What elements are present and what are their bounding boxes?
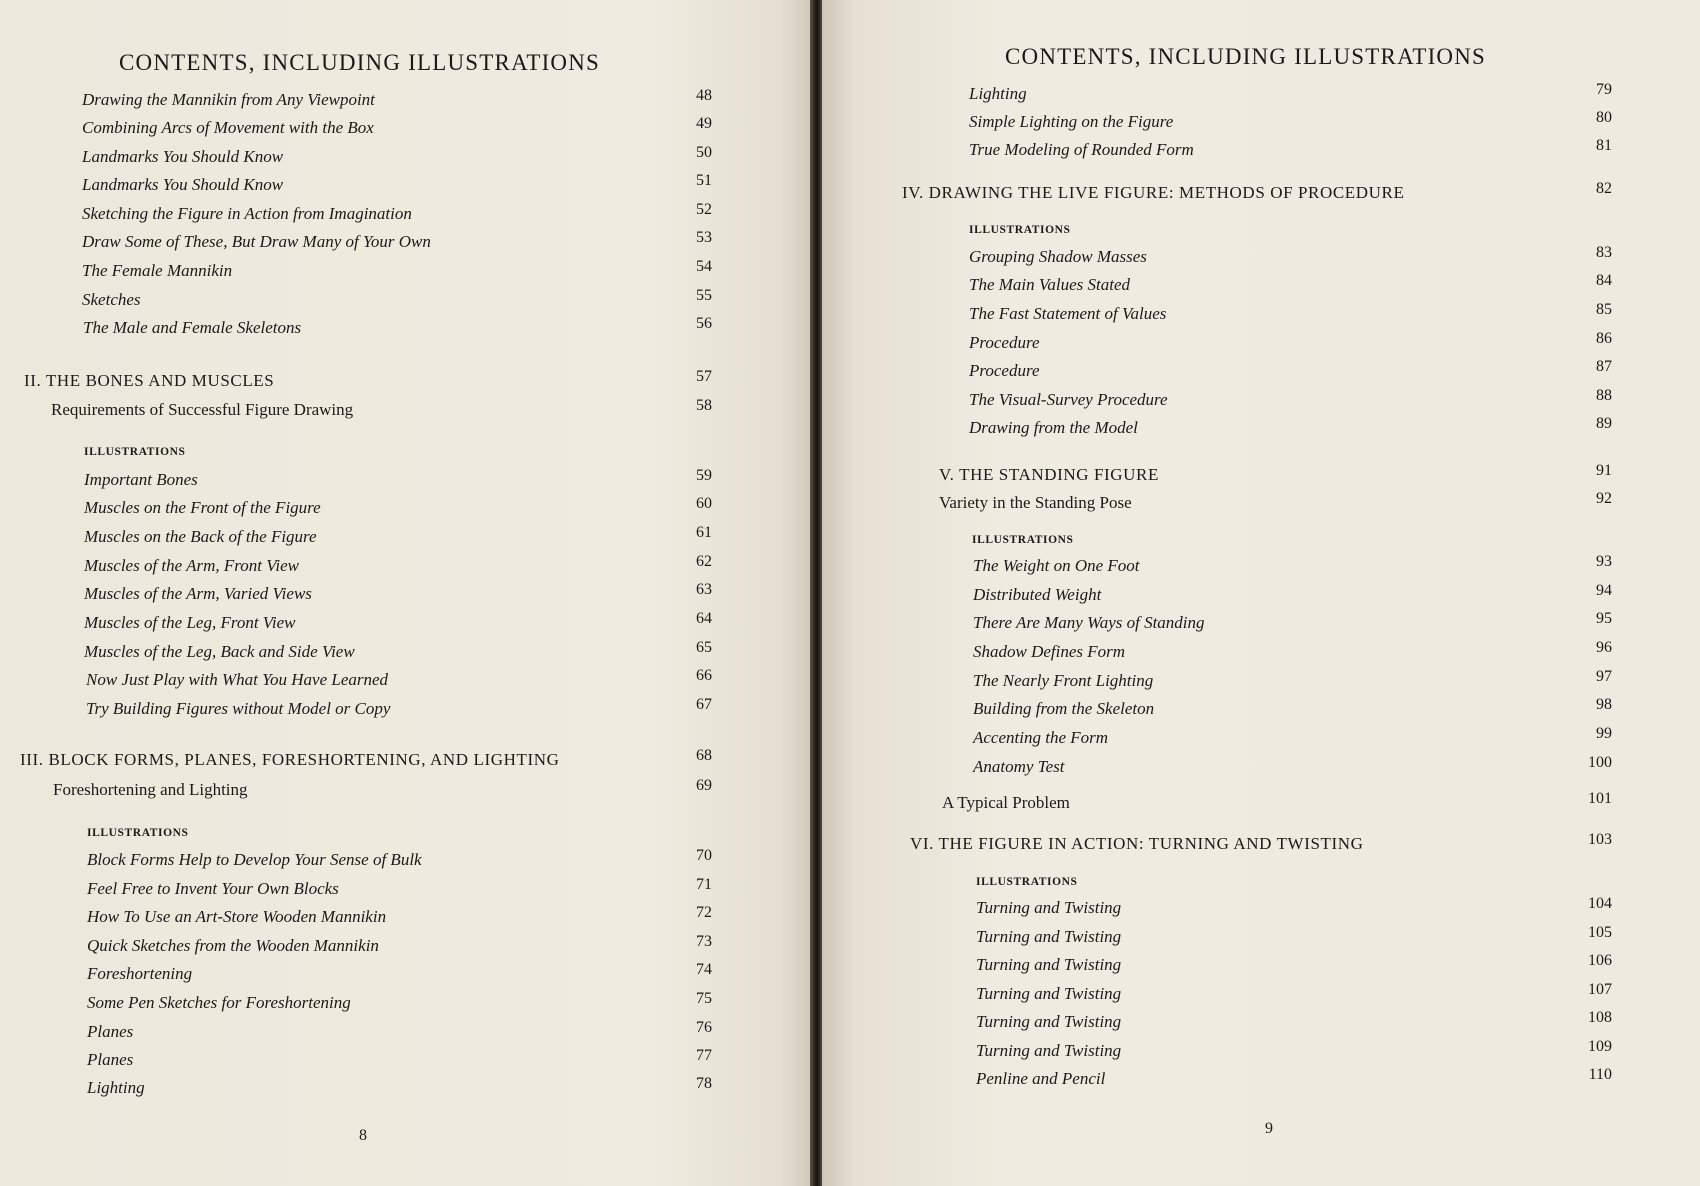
- toc-entry: Lighting: [87, 1078, 145, 1097]
- toc-entry: Shadow Defines Form: [973, 642, 1126, 661]
- toc-entry: Drawing from the Model: [969, 418, 1138, 437]
- chapter-heading: III. BLOCK FORMS, PLANES, FORESHORTENING, AND LIGHTING: [20, 750, 560, 769]
- toc-entry: Planes: [87, 1050, 134, 1069]
- illustrations-label: ILLUSTRATIONS: [969, 224, 1071, 236]
- toc-entry: Important Bones: [84, 470, 198, 489]
- toc-page-number: 87: [1596, 358, 1612, 375]
- toc-entry: The Male and Female Skeletons: [83, 318, 302, 337]
- toc-entry: Muscles of the Arm, Varied Views: [84, 584, 312, 603]
- toc-entry: Turning and Twisting: [976, 955, 1122, 974]
- toc-page-number: 97: [1596, 668, 1612, 685]
- toc-entry: Muscles of the Leg, Back and Side View: [84, 642, 355, 661]
- toc-entry: Foreshortening and Lighting: [53, 780, 248, 799]
- toc-page-number: 52: [696, 201, 712, 218]
- toc-entry: Some Pen Sketches for Foreshortening: [87, 993, 351, 1012]
- toc-page-number: 73: [696, 933, 712, 950]
- toc-entry: Now Just Play with What You Have Learned: [86, 670, 389, 689]
- toc-page-number: 67: [696, 696, 712, 713]
- toc-page-number: 70: [696, 847, 712, 864]
- toc-page-number: 101: [1588, 790, 1612, 807]
- toc-entry: Turning and Twisting: [976, 1012, 1122, 1031]
- toc-entry: Procedure: [969, 333, 1040, 352]
- toc-entry: True Modeling of Rounded Form: [969, 140, 1194, 159]
- toc-page-number: 82: [1596, 180, 1612, 197]
- toc-page-number: 58: [696, 397, 712, 414]
- toc-page-number: 96: [1596, 639, 1612, 656]
- toc-entry: Turning and Twisting: [976, 898, 1122, 917]
- toc-page-number: 103: [1588, 831, 1612, 848]
- page-heading: CONTENTS, INCLUDING ILLUSTRATIONS: [119, 50, 601, 75]
- toc-page-number: 75: [696, 990, 712, 1007]
- toc-entry: Quick Sketches from the Wooden Mannikin: [87, 936, 379, 955]
- toc-page-number: 110: [1588, 1066, 1612, 1083]
- toc-page-number: 99: [1596, 725, 1612, 742]
- toc-page-number: 48: [696, 87, 712, 104]
- page-heading: CONTENTS, INCLUDING ILLUSTRATIONS: [1005, 44, 1487, 69]
- toc-entry: Accenting the Form: [973, 728, 1109, 747]
- toc-page-number: 94: [1596, 582, 1612, 599]
- toc-entry: Turning and Twisting: [976, 1041, 1122, 1060]
- toc-entry: Distributed Weight: [973, 585, 1102, 604]
- toc-page-number: 100: [1588, 754, 1612, 771]
- toc-entry: Variety in the Standing Pose: [939, 493, 1132, 512]
- toc-entry: Muscles of the Arm, Front View: [84, 556, 299, 575]
- toc-page-number: 80: [1596, 109, 1612, 126]
- toc-page-number: 64: [696, 610, 712, 627]
- toc-page-number: 56: [696, 315, 712, 332]
- toc-entry: Drawing the Mannikin from Any Viewpoint: [82, 90, 375, 109]
- toc-page-number: 107: [1588, 981, 1612, 998]
- toc-page-number: 104: [1588, 895, 1612, 912]
- toc-entry: Try Building Figures without Model or Copy: [86, 699, 391, 718]
- toc-entry: The Nearly Front Lighting: [973, 671, 1154, 690]
- page-number: 8: [359, 1127, 367, 1144]
- toc-page-number: 55: [696, 287, 712, 304]
- page-number: 9: [1265, 1120, 1273, 1137]
- toc-page-number: 106: [1588, 952, 1612, 969]
- toc-entry: Requirements of Successful Figure Drawing: [51, 400, 354, 419]
- toc-entry: Simple Lighting on the Figure: [969, 112, 1174, 131]
- illustrations-label: ILLUSTRATIONS: [84, 446, 186, 458]
- toc-page-number: 77: [696, 1047, 712, 1064]
- toc-page-number: 86: [1596, 330, 1612, 347]
- toc-page-number: 105: [1588, 924, 1612, 941]
- toc-entry: Landmarks You Should Know: [82, 175, 284, 194]
- toc-entry: Combining Arcs of Movement with the Box: [82, 118, 374, 137]
- toc-page-number: 95: [1596, 610, 1612, 627]
- toc-entry: There Are Many Ways of Standing: [973, 613, 1205, 632]
- toc-entry: Muscles on the Front of the Figure: [84, 498, 321, 517]
- toc-page-number: 57: [696, 368, 712, 385]
- toc-page-number: 62: [696, 553, 712, 570]
- toc-entry: Planes: [87, 1022, 134, 1041]
- toc-entry: Turning and Twisting: [976, 984, 1122, 1003]
- toc-page-number: 51: [696, 172, 712, 189]
- toc-page-number: 61: [696, 524, 712, 541]
- toc-page-number: 91: [1596, 462, 1612, 479]
- toc-page-number: 50: [696, 144, 712, 161]
- toc-entry: The Female Mannikin: [82, 261, 233, 280]
- chapter-heading: IV. DRAWING THE LIVE FIGURE: METHODS OF PROCEDURE: [902, 183, 1405, 202]
- toc-entry: How To Use an Art-Store Wooden Mannikin: [87, 907, 387, 926]
- toc-page-number: 109: [1588, 1038, 1612, 1055]
- toc-page-number: 81: [1596, 137, 1612, 154]
- toc-page-number: 78: [696, 1075, 712, 1092]
- toc-page-number: 63: [696, 581, 712, 598]
- illustrations-label: ILLUSTRATIONS: [972, 534, 1074, 546]
- toc-page-number: 65: [696, 639, 712, 656]
- toc-page-number: 54: [696, 258, 712, 275]
- toc-entry: Block Forms Help to Develop Your Sense of Bulk: [87, 850, 422, 869]
- toc-entry: Penline and Pencil: [976, 1069, 1106, 1088]
- toc-entry: Draw Some of These, But Draw Many of Your Own: [82, 232, 431, 251]
- illustrations-label: ILLUSTRATIONS: [87, 827, 189, 839]
- toc-page-number: 66: [696, 667, 712, 684]
- toc-entry: Turning and Twisting: [976, 927, 1122, 946]
- toc-page-number: 53: [696, 229, 712, 246]
- toc-entry: Muscles on the Back of the Figure: [84, 527, 317, 546]
- toc-page-number: 88: [1596, 387, 1612, 404]
- toc-entry: Sketching the Figure in Action from Imagination: [82, 204, 412, 223]
- illustrations-label: ILLUSTRATIONS: [976, 876, 1078, 888]
- toc-page-number: 60: [696, 495, 712, 512]
- toc-page-number: 76: [696, 1019, 712, 1036]
- toc-entry: Grouping Shadow Masses: [969, 247, 1147, 266]
- toc-entry: The Weight on One Foot: [973, 556, 1140, 575]
- toc-page-number: 69: [696, 777, 712, 794]
- toc-entry: Feel Free to Invent Your Own Blocks: [87, 879, 339, 898]
- toc-page-number: 93: [1596, 553, 1612, 570]
- toc-entry: The Main Values Stated: [969, 275, 1131, 294]
- toc-page-number: 68: [696, 747, 712, 764]
- toc-page-number: 71: [696, 876, 712, 893]
- right-page: [822, 0, 1700, 1186]
- toc-entry: Foreshortening: [87, 964, 193, 983]
- left-page: [0, 0, 812, 1186]
- toc-page-number: 108: [1588, 1009, 1612, 1026]
- toc-page-number: 72: [696, 904, 712, 921]
- toc-page-number: 59: [696, 467, 712, 484]
- toc-page-number: 83: [1596, 244, 1612, 261]
- toc-entry: A Typical Problem: [942, 793, 1070, 812]
- toc-page-number: 84: [1596, 272, 1612, 289]
- toc-entry: Procedure: [969, 361, 1040, 380]
- toc-entry: Sketches: [82, 290, 141, 309]
- chapter-heading: II. THE BONES AND MUSCLES: [24, 371, 275, 390]
- toc-entry: Anatomy Test: [973, 757, 1065, 776]
- chapter-heading: V. THE STANDING FIGURE: [939, 465, 1159, 484]
- toc-page-number: 85: [1596, 301, 1612, 318]
- toc-page-number: 92: [1596, 490, 1612, 507]
- toc-entry: The Fast Statement of Values: [969, 304, 1167, 323]
- toc-page-number: 79: [1596, 81, 1612, 98]
- toc-entry: Landmarks You Should Know: [82, 147, 284, 166]
- toc-page-number: 49: [696, 115, 712, 132]
- toc-entry: The Visual-Survey Procedure: [969, 390, 1168, 409]
- toc-entry: Building from the Skeleton: [973, 699, 1155, 718]
- toc-page-number: 98: [1596, 696, 1612, 713]
- toc-entry: Lighting: [969, 84, 1027, 103]
- toc-page-number: 74: [696, 961, 712, 978]
- chapter-heading: VI. THE FIGURE IN ACTION: TURNING AND TWISTING: [910, 834, 1364, 853]
- toc-entry: Muscles of the Leg, Front View: [84, 613, 296, 632]
- toc-page-number: 89: [1596, 415, 1612, 432]
